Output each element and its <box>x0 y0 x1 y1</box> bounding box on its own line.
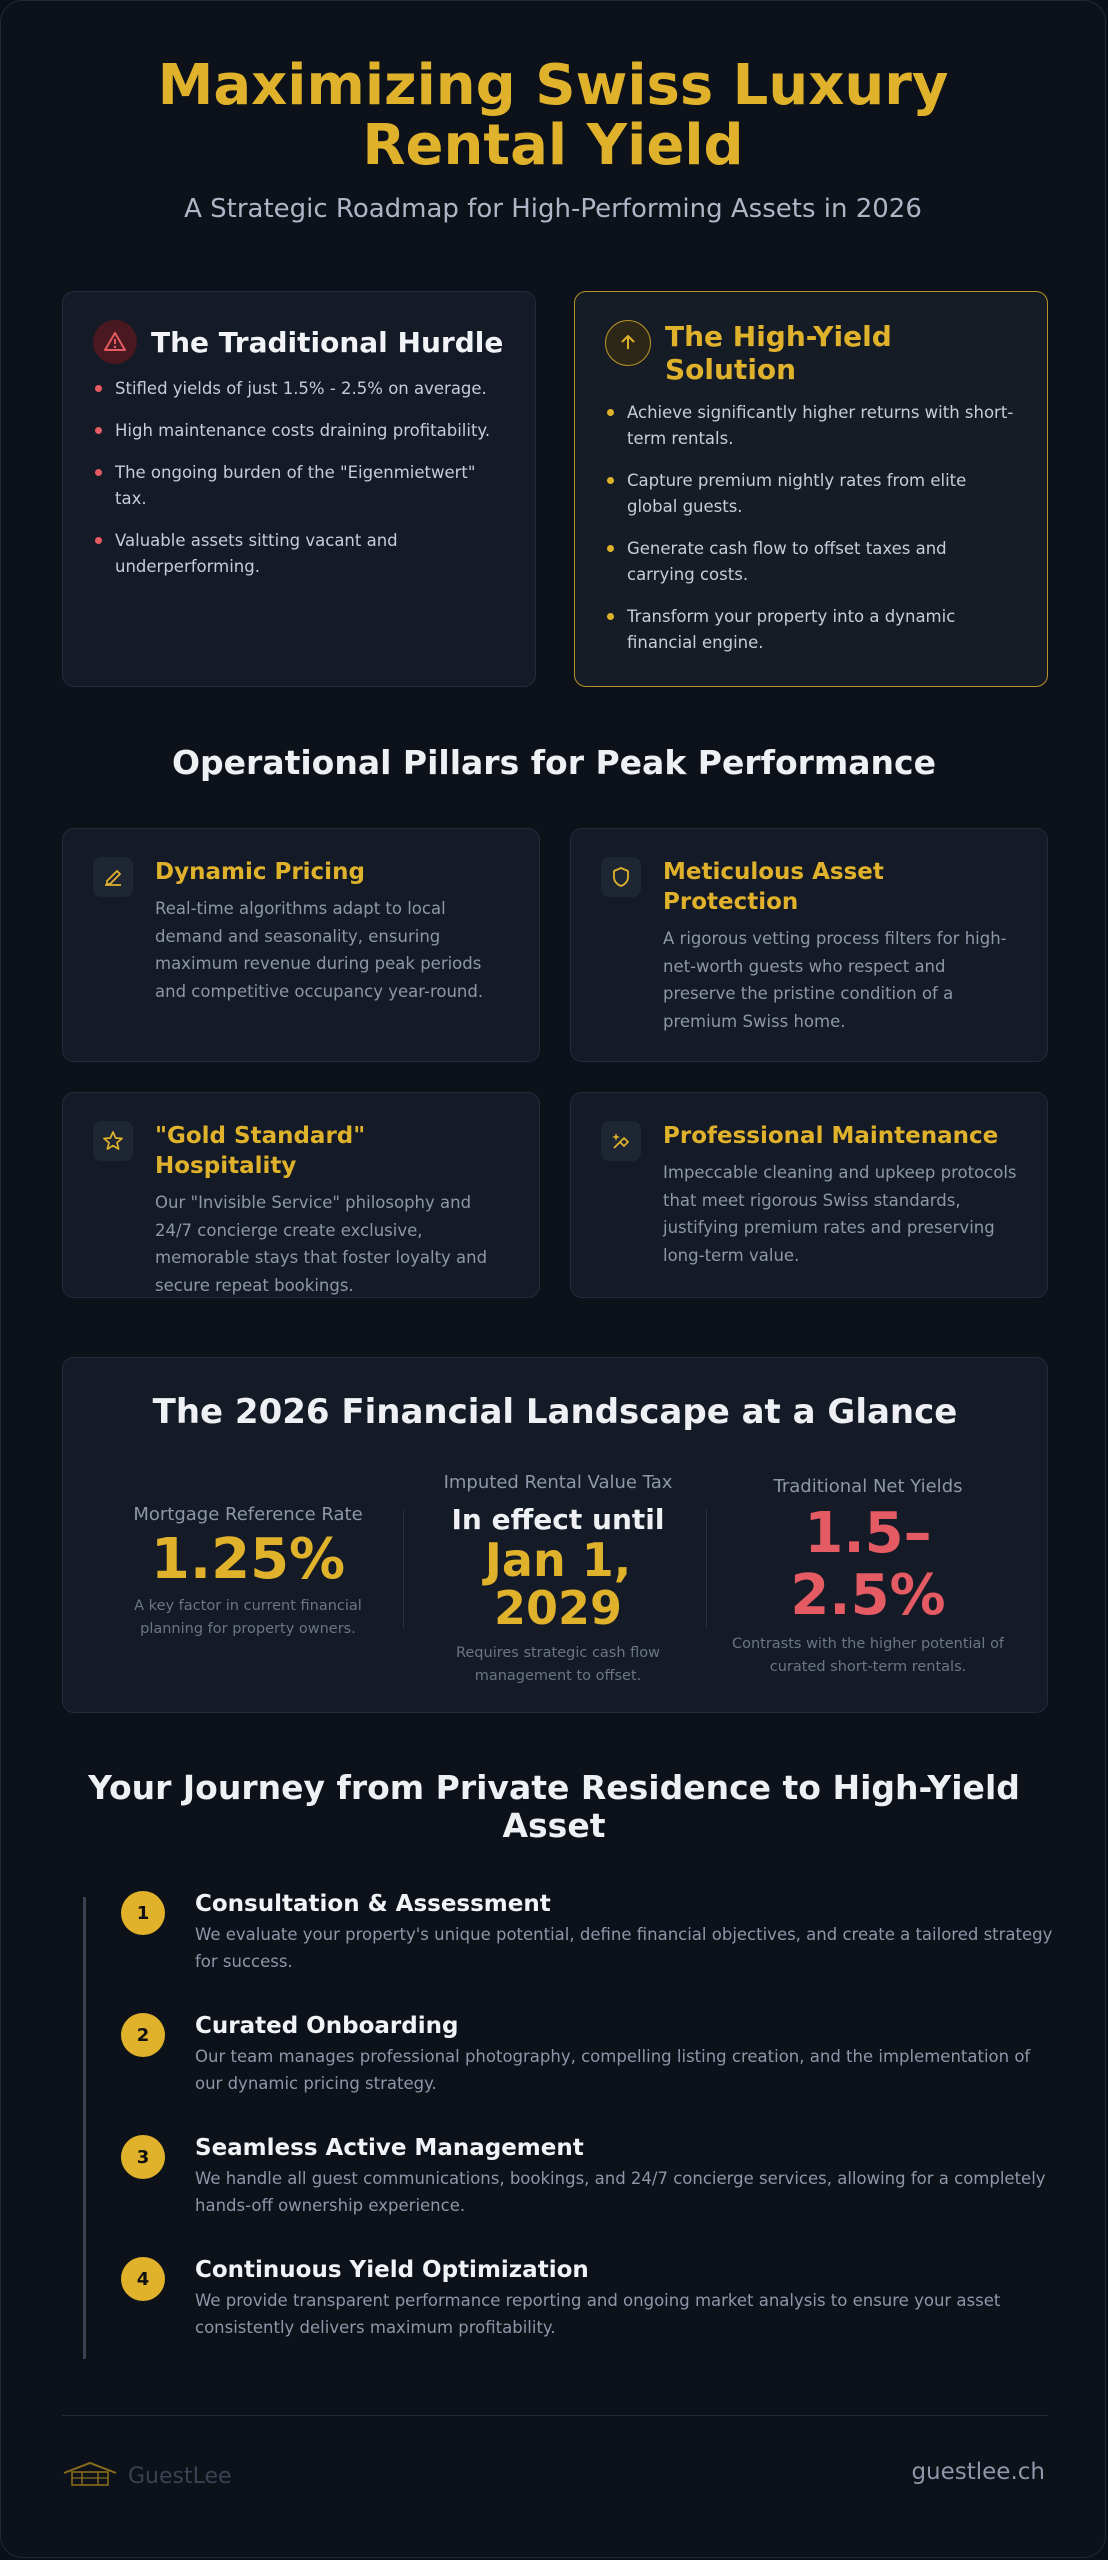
stat-label: Imputed Rental Value Tax <box>443 1472 673 1493</box>
solution-point: Capture premium nightly rates from elite global guests. <box>605 468 1017 520</box>
sparkle-clean-icon <box>601 1121 641 1161</box>
header <box>1 53 1105 224</box>
hurdle-point: Valuable assets sitting vacant and underperforming. <box>93 528 505 580</box>
hurdle-card <box>62 291 536 687</box>
step-desc: We handle all guest communications, bookings, and 24/7 concierge services, allowing for a completely hands-off ownership experience. <box>195 2169 1046 2215</box>
pillar-title: Professional Maintenance <box>663 1123 999 1149</box>
solution-point: Achieve significantly higher returns with short-term rentals. <box>605 400 1017 452</box>
stat-note: Requires strategic cash flow management to offset. <box>455 1645 661 1684</box>
pillar-desc: A rigorous vetting process filters for high-net-worth guests who respect and preserve the pristine condition of a premium Swiss home. <box>663 929 1007 1031</box>
stat-value: 1.25% <box>150 1527 346 1592</box>
financial-heading: The 2026 Financial Landscape at a Glance <box>152 1392 958 1432</box>
stat-mortgage-rate <box>113 1504 383 1641</box>
page-title: Maximizing Swiss Luxury Rental Yield <box>157 53 949 178</box>
chalet-logo-icon <box>62 2461 118 2491</box>
journey-heading: Your Journey from Private Residence to High-Yield Asset <box>88 1768 1020 1845</box>
stat-label: Mortgage Reference Rate <box>133 1504 363 1525</box>
step-title: Seamless Active Management <box>195 2135 584 2161</box>
pillar-card <box>570 1092 1048 1298</box>
stat-prefix: In effect until <box>451 1503 665 1536</box>
pillar-desc: Impeccable cleaning and upkeep protocols that meet rigorous Swiss standards, justifying premium rates and preserving long-term value. <box>663 1163 1017 1265</box>
warning-icon <box>93 320 137 364</box>
step-desc: Our team manages professional photography, compelling listing creation, and the implementation of our dynamic pricing strategy. <box>195 2047 1031 2093</box>
solution-point: Transform your property into a dynamic financial engine. <box>605 604 1017 656</box>
hurdle-point: Stifled yields of just 1.5% - 2.5% on average. <box>93 376 505 402</box>
financial-card <box>62 1357 1048 1713</box>
solution-point: Generate cash flow to offset taxes and carrying costs. <box>605 536 1017 588</box>
pillar-desc: Real-time algorithms adapt to local demand and seasonality, ensuring maximum revenue during peak periods and competitive occupancy year-round. <box>155 899 484 1001</box>
step-desc: We provide transparent performance reporting and ongoing market analysis to ensure your asset consistently delivers maximum profitability. <box>195 2291 1001 2337</box>
solution-title: The High-Yield Solution <box>665 320 892 386</box>
step-title: Consultation & Assessment <box>195 1891 551 1917</box>
stat-divider <box>403 1510 404 1628</box>
step-title: Continuous Yield Optimization <box>195 2257 589 2283</box>
pillar-title: Meticulous Asset Protection <box>663 859 884 915</box>
website-link[interactable]: guestlee.ch <box>911 2459 1045 2485</box>
hurdle-points <box>93 376 505 580</box>
brand-name: GuestLee <box>128 2463 232 2489</box>
stat-net-yields <box>723 1476 1013 1679</box>
pillar-title: Dynamic Pricing <box>155 859 365 885</box>
solution-card <box>574 291 1048 687</box>
star-icon <box>93 1121 133 1161</box>
arrow-up-icon <box>605 320 651 366</box>
stat-note: Contrasts with the higher potential of curated short-term rentals. <box>731 1636 1005 1675</box>
hurdle-title: The Traditional Hurdle <box>151 326 504 359</box>
pillar-title: "Gold Standard" Hospitality <box>155 1123 366 1179</box>
pillar-desc: Our "Invisible Service" philosophy and 24/7 concierge create exclusive, memorable stays that foster loyalty and secure repeat bookings. <box>155 1193 488 1295</box>
pillar-card <box>62 1092 540 1298</box>
step-desc: We evaluate your property's unique potential, define financial objectives, and create a tailored strategy for success. <box>195 1925 1053 1971</box>
stat-rental-value-tax <box>423 1472 693 1688</box>
pillar-card <box>62 828 540 1062</box>
footer-divider <box>62 2415 1048 2416</box>
shield-icon <box>601 857 641 897</box>
step-number: 2 <box>121 2013 165 2057</box>
solution-points <box>605 400 1017 656</box>
step-number: 3 <box>121 2135 165 2179</box>
step-number: 1 <box>121 1891 165 1935</box>
stat-label: Traditional Net Yields <box>773 1476 963 1497</box>
brand-logo[interactable] <box>62 2461 232 2491</box>
step-title: Curated Onboarding <box>195 2013 459 2039</box>
pricing-tag-icon <box>93 857 133 897</box>
timeline-line <box>83 1897 86 2359</box>
pillar-card <box>570 828 1048 1062</box>
page-subtitle: A Strategic Roadmap for High-Performing Assets in 2026 <box>184 194 922 224</box>
hurdle-point: The ongoing burden of the "Eigenmietwert" tax. <box>93 460 505 512</box>
pillars-heading: Operational Pillars for Peak Performance <box>171 743 936 782</box>
hurdle-point: High maintenance costs draining profitability. <box>93 418 505 444</box>
stat-divider <box>706 1510 707 1628</box>
stat-note: A key factor in current financial planning for property owners. <box>134 1598 362 1637</box>
stat-value: Jan 1, 2029 <box>484 1533 632 1635</box>
comparison-section <box>62 291 1048 687</box>
step-number: 4 <box>121 2257 165 2301</box>
stat-value: 1.5–2.5% <box>790 1501 946 1628</box>
